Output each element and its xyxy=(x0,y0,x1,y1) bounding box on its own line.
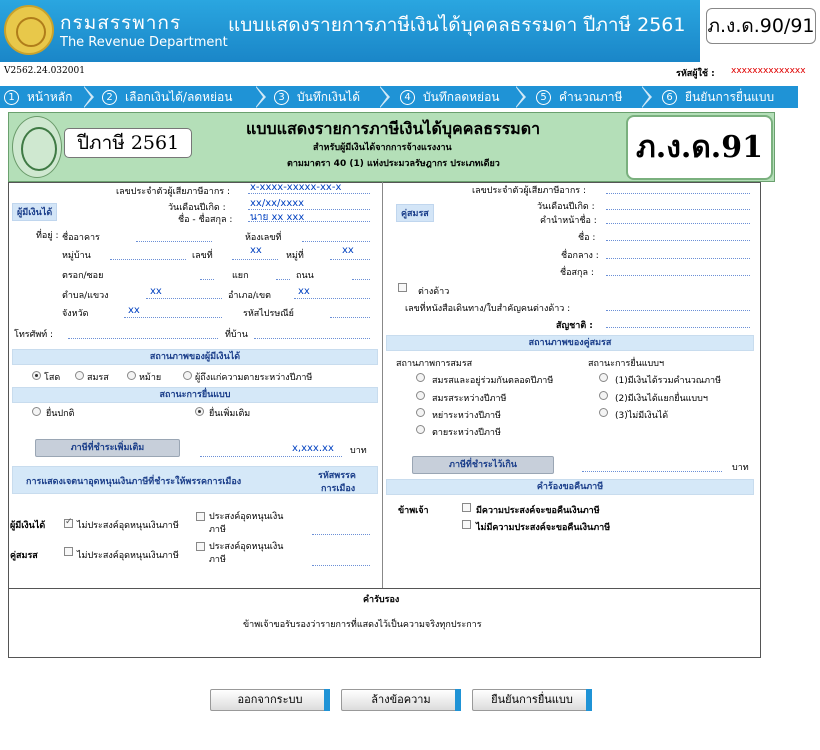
step-number: 4 xyxy=(400,90,415,105)
party-code-title-1: รหัสพรรค xyxy=(318,471,356,481)
spouse-filing-none-radio[interactable] xyxy=(599,408,608,417)
party-taxpayer-yes-checkbox[interactable] xyxy=(196,512,205,521)
marital-status-title: สถานภาพการสมรส xyxy=(396,359,473,369)
taxpayer-tin-underline xyxy=(248,193,370,194)
spouse-nationality-input[interactable] xyxy=(606,327,750,328)
moo-value[interactable]: xx xyxy=(342,245,354,256)
party-spouse-no-label: ไม่ประสงค์อุดหนุนเงินภาษี xyxy=(77,551,179,561)
spouse-filing-separate-label: (2)มีเงินได้แยกยื่นแบบฯ xyxy=(615,394,708,404)
status-married-radio[interactable] xyxy=(75,371,84,380)
spouse-tin-label: เลขประจำตัวผู้เสียภาษีอากร : xyxy=(472,186,587,196)
step-separator-inner xyxy=(515,86,523,108)
province-label: จังหวัด xyxy=(62,309,89,319)
road-label: ถนน xyxy=(296,271,314,281)
province-underline xyxy=(124,317,222,318)
spouse-first-input[interactable] xyxy=(606,240,750,241)
party-taxpayer-yes-label: ประสงค์อุดหนุนเงินภาษี xyxy=(209,512,284,535)
status-single-radio[interactable] xyxy=(32,371,41,380)
spouse-filing-combined-label: (1)มีเงินได้รวมคำนวณภาษี xyxy=(615,376,722,386)
taxpayer-tag: ผู้มีเงินได้ xyxy=(12,203,57,221)
taxpayer-name-underline xyxy=(248,221,370,222)
postcode-input[interactable] xyxy=(330,317,370,318)
party-spouse-no-checkbox[interactable] xyxy=(64,547,73,556)
party-spouse-label: คู่สมรส xyxy=(10,551,38,561)
spouse-nationality-label: สัญชาติ : xyxy=(556,321,593,331)
step-number: 6 xyxy=(662,90,677,105)
party-support-title: การแสดงเจตนาอุดหนุนเงินภาษีที่ชำระให้พรรคการเมือง xyxy=(26,477,242,487)
spouse-dob-label: วันเดือนปีเกิด : xyxy=(537,202,595,212)
certification-title: คำรับรอง xyxy=(363,595,400,605)
step-label: หน้าหลัก xyxy=(27,90,73,104)
taxpayer-name-value[interactable]: นาย xx xxx xyxy=(250,212,305,223)
refund-no-checkbox[interactable] xyxy=(462,520,471,529)
filing-additional-radio[interactable] xyxy=(195,407,204,416)
step-number: 2 xyxy=(102,90,117,105)
step-separator-inner xyxy=(641,86,649,108)
overpaid-tax-unit: บาท xyxy=(732,463,749,473)
step-number: 5 xyxy=(536,90,551,105)
province-value[interactable]: xx xyxy=(128,305,140,316)
road-input[interactable] xyxy=(352,279,370,280)
overpaid-tax-label: ภาษีที่ชำระไว้เกิน xyxy=(412,456,554,474)
extra-tax-label: ภาษีที่ชำระเพิ่มเติม xyxy=(35,439,180,457)
step-calculate-tax[interactable] xyxy=(536,86,622,108)
spouse-tin-input[interactable] xyxy=(606,193,750,194)
step-number: 1 xyxy=(4,90,19,105)
marital-during-year-label: สมรสระหว่างปีภาษี xyxy=(432,394,507,404)
spouse-passport-label: เลขที่หนังสือเดินทาง/ใบสำคัญคนต่างด้าว : xyxy=(405,304,571,314)
house-no-underline xyxy=(232,259,278,260)
department-name-thai: กรมสรรพากร xyxy=(60,12,182,34)
confirm-filing-button[interactable]: ยืนยันการยื่นแบบ xyxy=(472,689,592,711)
step-record-deduction[interactable] xyxy=(400,86,500,108)
district-label: อำเภอ/เขต xyxy=(228,291,271,301)
district-underline xyxy=(294,298,370,299)
refund-yes-label: มีความประสงค์จะขอคืนเงินภาษี xyxy=(476,506,600,516)
form-subtitle-1: สำหรับผู้มีเงินได้จากการจ้างแรงงาน xyxy=(313,143,452,153)
step-number: 3 xyxy=(274,90,289,105)
form-number-box: ภ.ง.ด.91 xyxy=(626,115,773,180)
refund-no-label: ไม่มีความประสงค์จะขอคืนเงินภาษี xyxy=(476,523,611,533)
status-married-label: สมรส xyxy=(87,373,109,383)
form-subtitle-2: ตามมาตรา 40 (1) แห่งประมวลรัษฎากร ประเภทเดียว xyxy=(287,159,500,169)
phone-label: โทรศัพท์ : xyxy=(14,330,54,340)
refund-header: คำร้องขอคืนภาษี xyxy=(386,479,754,495)
spouse-foreign-label: ต่างด้าว xyxy=(418,287,450,297)
spouse-filing-title: สถานะการยื่นแบบฯ xyxy=(588,359,665,369)
step-label: ยืนยันการยื่นแบบ xyxy=(685,90,775,104)
district-value[interactable]: xx xyxy=(298,286,310,297)
address-label: ที่อยู่ : xyxy=(36,231,59,241)
spouse-middle-label: ชื่อกลาง : xyxy=(561,251,599,261)
marital-deceased-radio[interactable] xyxy=(416,425,425,434)
form-title: แบบแสดงรายการภาษีเงินได้บุคคลธรรมดา xyxy=(246,119,541,138)
clear-button[interactable]: ล้างข้อความ xyxy=(341,689,461,711)
filing-status-header: สถานะการยื่นแบบ xyxy=(12,387,378,403)
phone-home-input[interactable] xyxy=(254,338,370,339)
spouse-filing-separate-radio[interactable] xyxy=(599,391,608,400)
logout-button[interactable]: ออกจากระบบ xyxy=(210,689,330,711)
certification-text: ข้าพเจ้าขอรับรองว่ารายการที่แสดงไว้เป็นความจริงทุกประการ xyxy=(243,620,482,630)
version-text: V2562.24.032001 xyxy=(4,66,85,76)
house-no-value[interactable]: xx xyxy=(250,245,262,256)
step-separator-inner xyxy=(379,86,387,108)
party-taxpayer-code-input[interactable] xyxy=(312,534,370,535)
department-name-english: The Revenue Department xyxy=(60,35,228,50)
status-deceased-label: ผู้ถึงแก่ความตายระหว่างปีภาษี xyxy=(195,373,313,383)
step-select-income[interactable] xyxy=(102,86,232,108)
revenue-department-logo-icon xyxy=(4,5,54,55)
room-label: ห้องเลขที่ xyxy=(245,233,282,243)
spouse-passport-input[interactable] xyxy=(606,310,750,311)
marital-during-year-radio[interactable] xyxy=(416,391,425,400)
taxpayer-tin-label: เลขประจำตัวผู้เสียภาษีอากร : xyxy=(116,187,231,197)
taxpayer-tin-value[interactable]: x-xxxx-xxxxx-xx-x xyxy=(250,182,342,193)
village-input[interactable] xyxy=(110,259,186,260)
extra-tax-unit: บาท xyxy=(350,446,367,456)
building-label: ชื่ออาคาร xyxy=(62,233,100,243)
alley-input[interactable] xyxy=(200,279,214,280)
taxpayer-dob-label: วันเดือนปีเกิด : xyxy=(168,203,226,213)
certification-divider xyxy=(8,588,761,589)
phone-home-label: ที่บ้าน xyxy=(225,330,248,340)
junction-label: แยก xyxy=(232,271,249,281)
step-home[interactable] xyxy=(4,86,72,108)
step-label: บันทึกลดหย่อน xyxy=(423,90,500,104)
status-widowed-label: หม้าย xyxy=(139,373,162,383)
taxpayer-status-header: สถานภาพของผู้มีเงินได้ xyxy=(12,349,378,365)
spouse-dob-input[interactable] xyxy=(606,209,750,210)
overpaid-tax-input[interactable] xyxy=(582,471,722,472)
step-label: บันทึกเงินได้ xyxy=(297,90,360,104)
spouse-prefix-label: คำนำหน้าชื่อ : xyxy=(540,216,597,226)
postcode-label: รหัสไปรษณีย์ xyxy=(243,309,294,319)
spouse-filing-combined-radio[interactable] xyxy=(599,373,608,382)
step-confirm-filing[interactable] xyxy=(662,86,774,108)
junction-input[interactable] xyxy=(276,279,290,280)
spouse-last-label: ชื่อสกุล : xyxy=(560,268,594,278)
spouse-middle-input[interactable] xyxy=(606,258,750,259)
taxpayer-name-label: ชื่อ - ชื่อสกุล : xyxy=(178,215,233,225)
spouse-last-input[interactable] xyxy=(606,275,750,276)
form-code-badge: ภ.ง.ด.90/91 xyxy=(706,8,816,44)
step-navigation xyxy=(0,86,798,108)
party-taxpayer-label: ผู้มีเงินได้ xyxy=(10,521,46,531)
spouse-prefix-input[interactable] xyxy=(606,223,750,224)
party-code-title-2: การเมือง xyxy=(321,484,356,494)
subdistrict-underline xyxy=(146,298,222,299)
tax-year-box: ปีภาษี 2561 xyxy=(64,128,192,158)
moo-label: หมู่ที่ xyxy=(286,251,304,261)
extra-tax-underline xyxy=(200,456,342,457)
user-code-value: xxxxxxxxxxxxxx xyxy=(731,66,806,76)
filing-normal-label: ยื่นปกติ xyxy=(46,409,75,419)
subdistrict-value[interactable]: xx xyxy=(150,286,162,297)
room-input[interactable] xyxy=(302,241,370,242)
marital-divorced-label: หย่าระหว่างปีภาษี xyxy=(432,411,501,421)
status-single-label: โสด xyxy=(44,373,61,383)
spouse-filing-none-label: (3)ไม่มีเงินได้ xyxy=(615,411,669,421)
marital-together-radio[interactable] xyxy=(416,373,425,382)
party-spouse-yes-label: ประสงค์อุดหนุนเงินภาษี xyxy=(209,542,284,565)
subdistrict-label: ตำบล/แขวง xyxy=(62,291,109,301)
party-taxpayer-no-checkbox[interactable] xyxy=(64,519,73,528)
step-label: เลือกเงินได้/ลดหย่อน xyxy=(125,90,233,104)
party-taxpayer-no-label: ไม่ประสงค์อุดหนุนเงินภาษี xyxy=(77,521,179,531)
phone-input[interactable] xyxy=(68,338,218,339)
moo-underline xyxy=(330,259,370,260)
taxpayer-dob-value[interactable]: xx/xx/xxxx xyxy=(250,198,305,209)
house-no-label: เลขที่ xyxy=(192,251,213,261)
refund-yes-checkbox[interactable] xyxy=(462,503,471,512)
spouse-tag: คู่สมรส xyxy=(396,204,434,222)
party-spouse-yes-checkbox[interactable] xyxy=(196,542,205,551)
status-widowed-radio[interactable] xyxy=(127,371,136,380)
marital-divorced-radio[interactable] xyxy=(416,408,425,417)
refund-me-label: ข้าพเจ้า xyxy=(398,506,429,516)
filing-normal-radio[interactable] xyxy=(32,407,41,416)
spouse-foreign-checkbox[interactable] xyxy=(398,283,407,292)
status-deceased-radio[interactable] xyxy=(183,371,192,380)
filing-additional-label: ยื่นเพิ่มเติม xyxy=(209,409,251,419)
spouse-status-header: สถานภาพของคู่สมรส xyxy=(386,335,754,351)
building-input[interactable] xyxy=(136,241,212,242)
user-code-label: รหัสผู้ใช้ : xyxy=(676,69,715,79)
spouse-first-label: ชื่อ : xyxy=(578,233,596,243)
garuda-emblem-icon xyxy=(12,116,62,178)
step-label: คำนวณภาษี xyxy=(559,90,623,104)
marital-deceased-label: ตายระหว่างปีภาษี xyxy=(432,428,501,438)
extra-tax-value[interactable]: x,xxx.xx xyxy=(292,443,334,454)
marital-together-label: สมรสและอยู่ร่วมกันตลอดปีภาษี xyxy=(432,376,554,386)
village-label: หมู่บ้าน xyxy=(62,251,91,261)
alley-label: ตรอก/ซอย xyxy=(62,271,104,281)
column-divider xyxy=(382,182,383,588)
step-separator-inner xyxy=(83,86,91,108)
step-record-income[interactable] xyxy=(274,86,360,108)
page-title: แบบแสดงรายการภาษีเงินได้บุคคลธรรมดา ปีภาษี 2561 xyxy=(228,14,686,36)
party-spouse-code-input[interactable] xyxy=(312,565,370,566)
step-separator-inner xyxy=(255,86,263,108)
